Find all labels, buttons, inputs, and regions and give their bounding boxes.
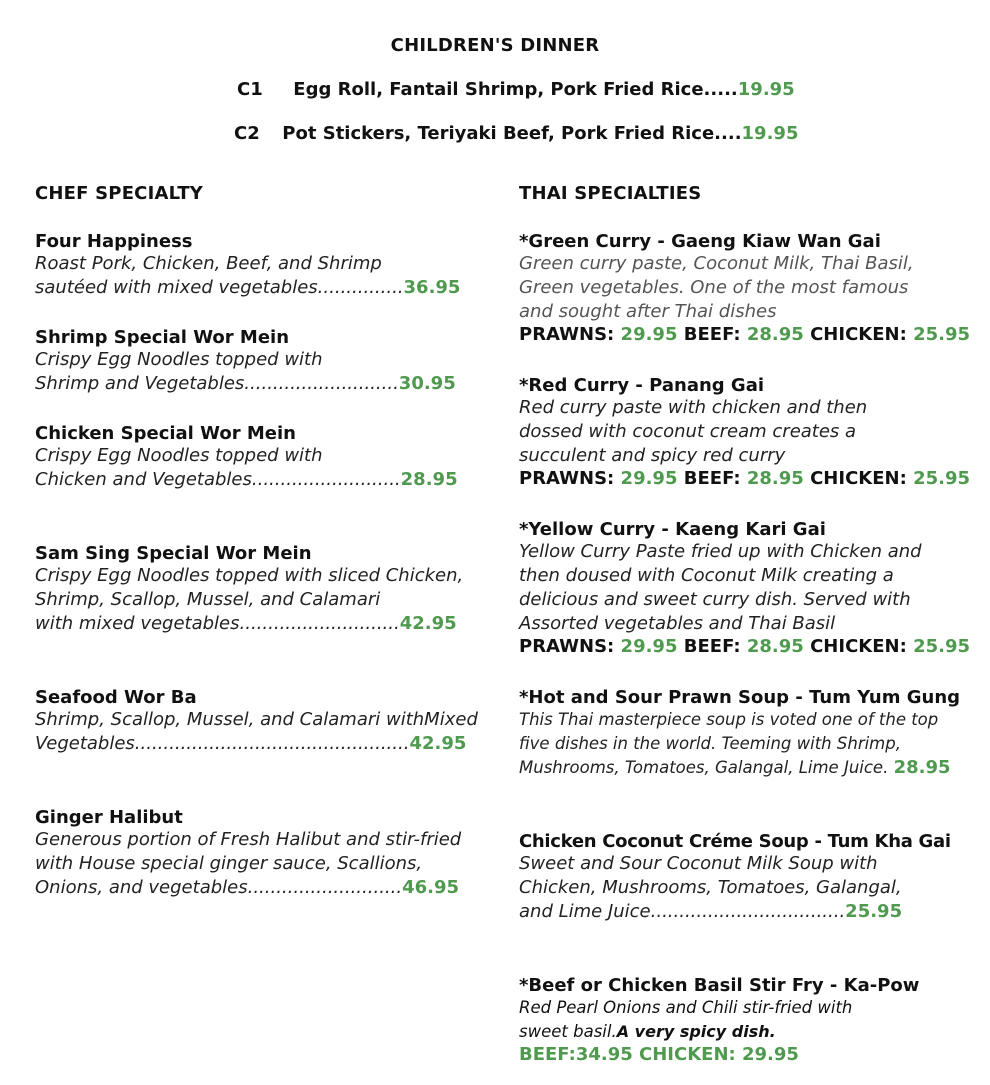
item-desc: then doused with Coconut Milk creating a bbox=[519, 565, 894, 586]
prawns-label: PRAWNS: bbox=[519, 468, 615, 489]
item-title: *Hot and Sour Prawn Soup - Tum Yum Gung bbox=[519, 687, 961, 708]
item-price: 36.95 bbox=[403, 277, 461, 298]
item-title: Chicken Coconut Créme Soup - Tum Kha Gai bbox=[519, 831, 951, 852]
menu-item bbox=[519, 687, 960, 780]
item-desc: Yellow Curry Paste fried up with Chicken and bbox=[519, 541, 922, 562]
prawns-price: 29.95 bbox=[620, 636, 678, 657]
item-price: 30.95 bbox=[398, 373, 456, 394]
menu-item bbox=[519, 519, 970, 657]
prawns-price: 29.95 bbox=[620, 324, 678, 345]
menu-item bbox=[35, 687, 478, 756]
children-heading: CHILDREN'S DINNER bbox=[390, 35, 600, 56]
price-row bbox=[519, 636, 970, 657]
chicken-label: CHICKEN: bbox=[810, 324, 907, 345]
chicken-price: 25.95 bbox=[913, 468, 971, 489]
beef-label: BEEF: bbox=[683, 468, 741, 489]
item-desc: Chicken and Vegetables.......................... bbox=[35, 469, 401, 490]
item-desc: with mixed vegetables............................ bbox=[35, 613, 400, 634]
prawns-label: PRAWNS: bbox=[519, 636, 615, 657]
item-price: 42.95 bbox=[399, 613, 457, 634]
menu-item bbox=[35, 231, 460, 300]
item-price: 28.95 bbox=[893, 757, 951, 778]
item-desc: Green vegetables. One of the most famous bbox=[519, 277, 909, 298]
menu-item bbox=[519, 231, 970, 345]
item-name: Egg Roll, Fantail Shrimp, Pork Fried Rice..... bbox=[293, 79, 738, 100]
item-desc: This Thai masterpiece soup is voted one of the top bbox=[519, 710, 939, 729]
item-desc: and sought after Thai dishes bbox=[519, 301, 777, 322]
item-code: C2 bbox=[234, 123, 260, 144]
item-title: Chicken Special Wor Mein bbox=[35, 423, 296, 444]
spicy-note: A very spicy dish. bbox=[616, 1022, 776, 1041]
item-title: *Green Curry - Gaeng Kiaw Wan Gai bbox=[519, 231, 881, 252]
item-price: 28.95 bbox=[400, 469, 458, 490]
item-desc: Green curry paste, Coconut Milk, Thai Basil, bbox=[519, 253, 914, 274]
item-title: *Yellow Curry - Kaeng Kari Gai bbox=[519, 519, 826, 540]
item-title: *Beef or Chicken Basil Stir Fry - Ka-Pow bbox=[519, 975, 920, 996]
item-desc: Shrimp, Scallop, Mussel, and Calamari bbox=[35, 589, 381, 610]
menu-item bbox=[35, 807, 461, 900]
item-code: C1 bbox=[237, 79, 263, 100]
item-desc: Generous portion of Fresh Halibut and stir-fried bbox=[35, 829, 462, 850]
thai-heading: THAI SPECIALTIES bbox=[519, 183, 702, 204]
prawns-label: PRAWNS: bbox=[519, 324, 615, 345]
item-desc: Roast Pork, Chicken, Beef, and Shrimp bbox=[35, 253, 382, 274]
beef-price: 28.95 bbox=[746, 324, 804, 345]
prawns-price: 29.95 bbox=[620, 468, 678, 489]
item-name: Pot Stickers, Teriyaki Beef, Pork Fried Rice.... bbox=[282, 123, 742, 144]
item-desc: Red curry paste with chicken and then bbox=[519, 397, 868, 418]
menu-item bbox=[519, 831, 951, 924]
item-desc: Sweet and Sour Coconut Milk Soup with bbox=[519, 853, 878, 874]
item-desc: dossed with coconut cream creates a bbox=[519, 421, 857, 442]
menu-item bbox=[519, 975, 919, 1065]
menu-item bbox=[519, 375, 970, 489]
item-title: Sam Sing Special Wor Mein bbox=[35, 543, 312, 564]
item-desc: Red Pearl Onions and Chili stir-fried with bbox=[519, 998, 853, 1017]
item-desc: Crispy Egg Noodles topped with sliced Chicken, bbox=[35, 565, 464, 586]
item-desc: Onions, and vegetables........................... bbox=[35, 877, 403, 898]
chicken-label: CHICKEN: bbox=[810, 468, 907, 489]
item-price: 19.95 bbox=[737, 79, 795, 100]
chef-heading: CHEF SPECIALTY bbox=[35, 183, 204, 204]
kids-item-c2 bbox=[234, 123, 798, 144]
item-desc: succulent and spicy red curry bbox=[519, 445, 786, 466]
item-title: Shrimp Special Wor Mein bbox=[35, 327, 290, 348]
item-desc: Shrimp and Vegetables........................... bbox=[35, 373, 399, 394]
chicken-price: 25.95 bbox=[913, 636, 971, 657]
item-title: Seafood Wor Ba bbox=[35, 687, 197, 708]
item-desc: with House special ginger sauce, Scallions, bbox=[35, 853, 423, 874]
item-price: 46.95 bbox=[402, 877, 460, 898]
item-desc: Assorted vegetables and Thai Basil bbox=[519, 613, 836, 634]
menu-item bbox=[35, 423, 458, 492]
item-desc: delicious and sweet curry dish. Served with bbox=[519, 589, 911, 610]
item-desc: five dishes in the world. Teeming with Shrimp, bbox=[519, 734, 901, 753]
menu-item bbox=[35, 327, 456, 396]
item-price: 25.95 bbox=[845, 901, 903, 922]
item-desc: and Lime Juice.................................. bbox=[519, 901, 846, 922]
item-desc: sweet basil. bbox=[519, 1022, 617, 1041]
item-desc: Vegetables................................................ bbox=[35, 733, 410, 754]
item-title: *Red Curry - Panang Gai bbox=[519, 375, 765, 396]
beef-label: BEEF: bbox=[683, 324, 741, 345]
menu-item bbox=[35, 543, 463, 636]
beef-label: BEEF: bbox=[683, 636, 741, 657]
item-desc: Crispy Egg Noodles topped with bbox=[35, 349, 323, 370]
item-desc: Mushrooms, Tomatoes, Galangal, Lime Juice. bbox=[519, 758, 889, 777]
item-price: 19.95 bbox=[741, 123, 799, 144]
item-desc: Shrimp, Scallop, Mussel, and Calamari withMixed bbox=[35, 709, 478, 730]
price-row bbox=[519, 468, 970, 489]
item-desc: Crispy Egg Noodles topped with bbox=[35, 445, 323, 466]
item-price-line: BEEF:34.95 CHICKEN: 29.95 bbox=[519, 1044, 799, 1065]
beef-price: 28.95 bbox=[746, 468, 804, 489]
kids-item-c1 bbox=[237, 79, 795, 100]
item-title: Four Happiness bbox=[35, 231, 193, 252]
chicken-price: 25.95 bbox=[913, 324, 971, 345]
price-row bbox=[519, 324, 970, 345]
chicken-label: CHICKEN: bbox=[810, 636, 907, 657]
item-price: 42.95 bbox=[409, 733, 467, 754]
item-title: Ginger Halibut bbox=[35, 807, 183, 828]
item-desc: sautéed with mixed vegetables............... bbox=[35, 277, 404, 298]
item-desc: Chicken, Mushrooms, Tomatoes, Galangal, bbox=[519, 877, 902, 898]
beef-price: 28.95 bbox=[746, 636, 804, 657]
